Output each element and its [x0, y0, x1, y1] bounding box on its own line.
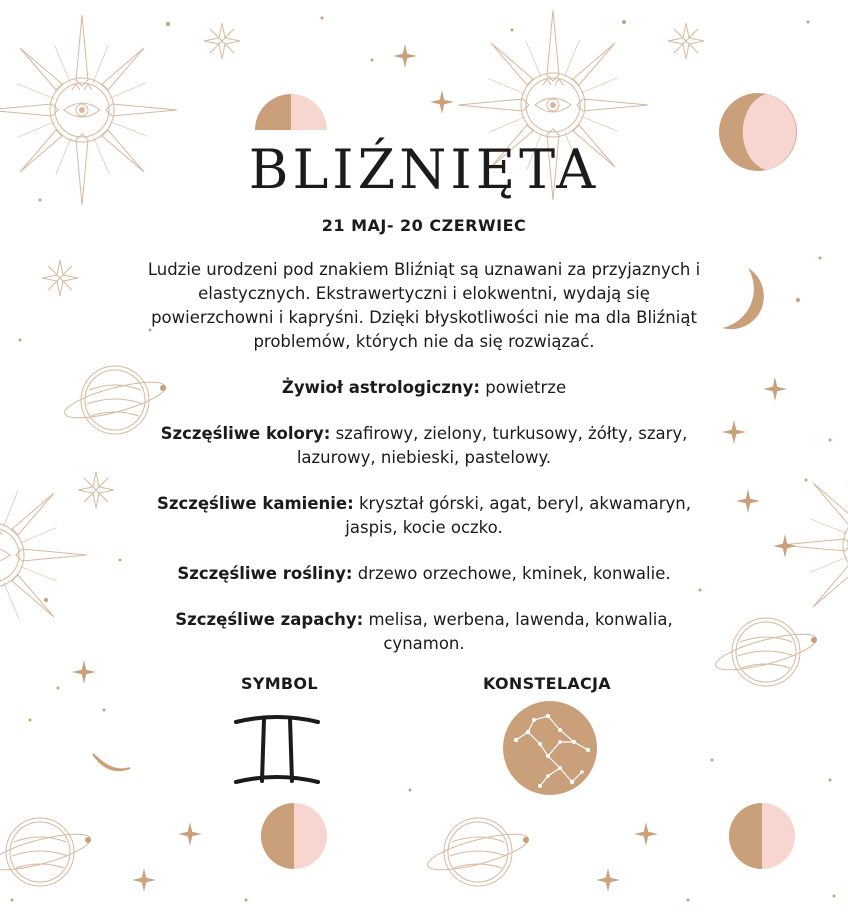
crescent-moon-icon: [722, 268, 764, 329]
sparkle-star-icon: [393, 44, 417, 68]
scents-line: [140, 608, 708, 656]
planet-ring-icon: [425, 818, 532, 886]
sparkle-star-icon: [722, 420, 746, 444]
element-line: [140, 376, 708, 400]
crescent-moon-icon: [93, 754, 130, 770]
sparkle-star-icon: [72, 660, 96, 684]
description-text: Ludzie urodzeni pod znakiem Bliźniąt są uznawani za przyjaznych i elastycznych. Ekstrawertyczni i elokwentni, wydają się powierzchowni i kapryśni. Dzięki błyskotliwości nie ma dla Bliźniąt problemów, których nie da się rozwiązać.: [147, 260, 701, 351]
sparkle-star-icon: [763, 377, 787, 401]
moon-phase-icon: [729, 803, 795, 869]
stones-label: Szczęśliwe kamienie:: [156, 494, 354, 513]
plants-value: drzewo orzechowe, kminek, konwalie.: [352, 564, 671, 583]
colors-label: Szczęśliwe kolory:: [160, 424, 331, 443]
sparkle-star-icon: [634, 822, 658, 846]
date-range: 21 MAJ- 20 CZERWIEC: [321, 216, 527, 235]
element-label: Żywioł astrologiczny:: [281, 378, 480, 397]
gemini-constellation-icon: [503, 701, 597, 795]
sparkle-star-icon: [596, 868, 620, 892]
colors-line: [140, 422, 708, 470]
moon-phase-icon: [261, 803, 327, 869]
sparkle-star-icon: [78, 472, 114, 508]
gemini-symbol-icon: [236, 717, 318, 782]
stones-value: kryształ górski, agat, beryl, akwamaryn, jaspis, kocie oczko.: [345, 494, 692, 537]
content-block: [140, 258, 708, 678]
page-title: BLIŹNIĘTA: [248, 138, 600, 201]
sparkle-star-icon: [773, 534, 797, 558]
colors-value: szafirowy, zielony, turkusowy, żółty, szary, lazurowy, niebieski, pastelowy.: [296, 424, 688, 467]
planet-ring-icon: [0, 818, 93, 886]
planet-ring-icon: [713, 618, 820, 686]
sparkle-star-icon: [178, 822, 202, 846]
constellation-heading: KONSTELACJA: [483, 674, 611, 693]
scents-label: Szczęśliwe zapachy:: [175, 610, 364, 629]
element-value: powietrze: [479, 378, 567, 397]
scents-value: melisa, werbena, lawenda, konwalia, cynamon.: [363, 610, 673, 653]
sparkle-star-icon: [668, 23, 704, 59]
sparkle-star-icon: [736, 489, 760, 513]
symbol-heading: SYMBOL: [241, 674, 318, 693]
sparkle-star-icon: [430, 90, 454, 114]
sun-eye-icon: [0, 460, 87, 650]
sparkle-star-icon: [204, 23, 240, 59]
plants-label: Szczęśliwe rośliny:: [177, 564, 353, 583]
stones-line: [140, 492, 708, 540]
sparkle-star-icon: [132, 868, 156, 892]
moon-phase-icon: [255, 94, 327, 130]
plants-line: [140, 562, 708, 586]
sparkle-star-icon: [42, 260, 78, 296]
